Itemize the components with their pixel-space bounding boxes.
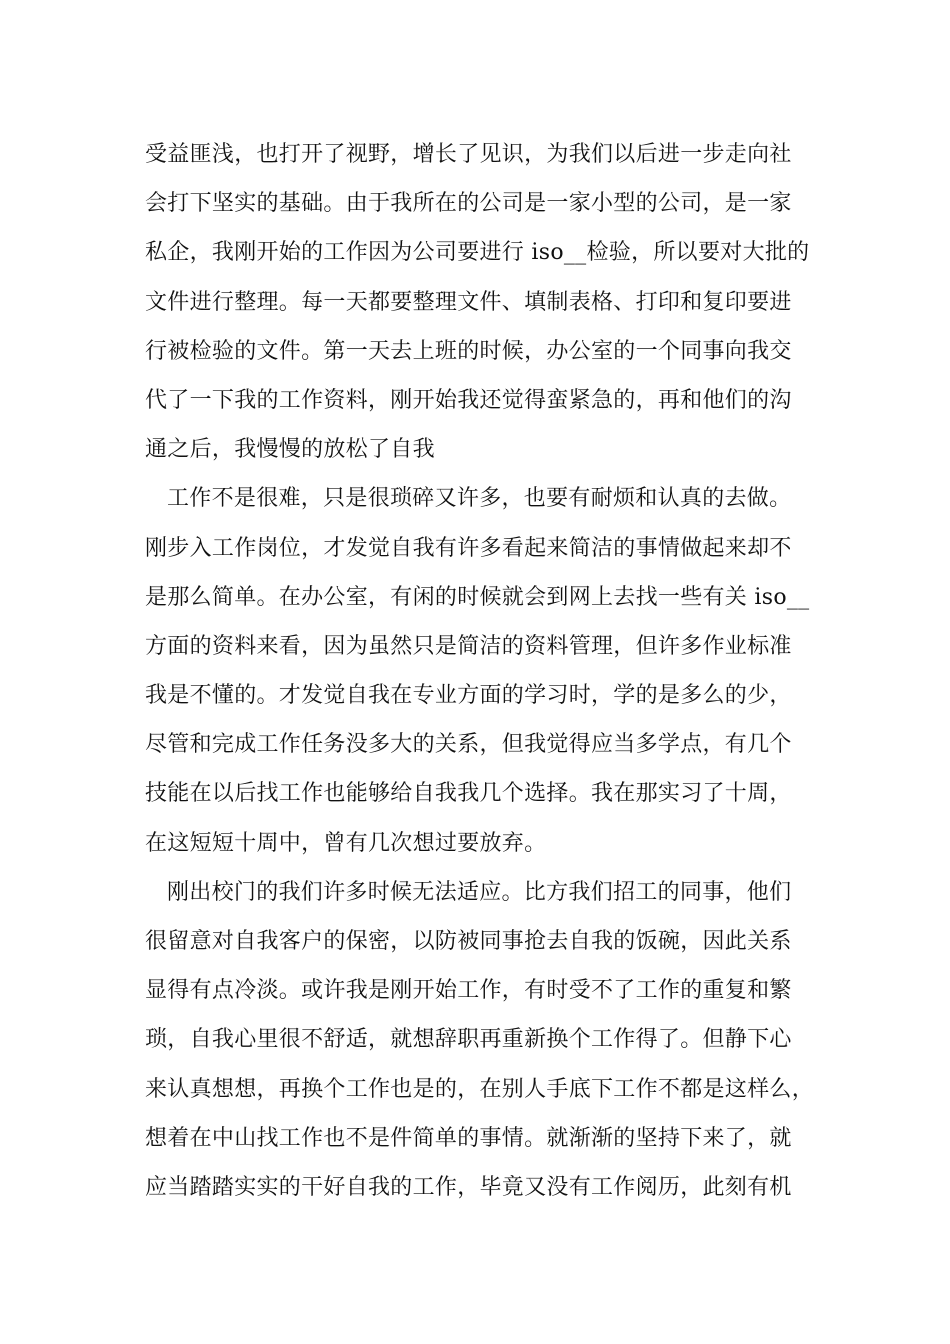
- text-line: 很留意对自我客户的保密，以防被同事抢去自我的饭碗，因此关系: [145, 929, 792, 954]
- text-line: 琐，自我心里很不舒适，就想辞职再重新换个工作得了。但静下心: [145, 1027, 792, 1053]
- text-line: 是那么简单。在办公室，有闲的时候就会到网上去找一些有关 iso__: [145, 584, 810, 610]
- text-line: 方面的资料来看，因为虽然只是简洁的资料管理，但许多作业标准: [145, 633, 792, 659]
- paragraph-3: [145, 868, 835, 1212]
- text-line: 来认真想想，再换个工作也是的，在别人手底下工作不都是这样么，: [145, 1076, 815, 1102]
- text-line: 代了一下我的工作资料，刚开始我还觉得蛮紧急的，再和他们的沟: [145, 387, 792, 413]
- text-line: 尽管和完成工作任务没多大的关系，但我觉得应当多学点，有几个: [145, 732, 792, 758]
- text-line: 通之后，我慢慢的放松了自我: [145, 437, 435, 463]
- text-line: 文件进行整理。每一天都要整理文件、填制表格、打印和复印要进: [145, 289, 792, 315]
- text-line: 在这短短十周中，曾有几次想过要放弃。: [145, 830, 547, 856]
- text-line: 私企，我刚开始的工作因为公司要进行 iso__检验，所以要对大批的: [145, 240, 810, 266]
- text-line: 想着在中山找工作也不是件简单的事情。就渐渐的坚持下来了，就: [145, 1125, 792, 1151]
- text-line: 应当踏踏实实的干好自我的工作，毕竟又没有工作阅历，此刻有机: [145, 1174, 792, 1200]
- text-line: 刚步入工作岗位，才发觉自我有许多看起来简洁的事情做起来却不: [145, 535, 792, 561]
- document-body: [145, 130, 835, 1212]
- text-line: 刚出校门的我们许多时候无法适应。比方我们招工的同事，他们: [167, 879, 792, 905]
- paragraph-2: [145, 474, 835, 868]
- text-line: 行被检验的文件。第一天去上班的时候，办公室的一个同事向我交: [145, 338, 792, 364]
- text-line: 会打下坚实的基础。由于我所在的公司是一家小型的公司，是一家: [145, 191, 792, 217]
- text-line: 工作不是很难，只是很琐碎又许多，也要有耐烦和认真的去做。: [167, 486, 792, 512]
- text-line: 显得有点冷淡。或许我是刚开始工作，有时受不了工作的重复和繁: [145, 978, 792, 1004]
- text-line: 技能在以后找工作也能够给自我我几个选择。我在那实习了十周，: [145, 781, 792, 807]
- paragraph-1: [145, 130, 835, 474]
- text-line: 受益匪浅，也打开了视野，增长了见识，为我们以后进一步走向社: [145, 142, 792, 167]
- text-line: 我是不懂的。才发觉自我在专业方面的学习时，学的是多么的少，: [145, 683, 792, 709]
